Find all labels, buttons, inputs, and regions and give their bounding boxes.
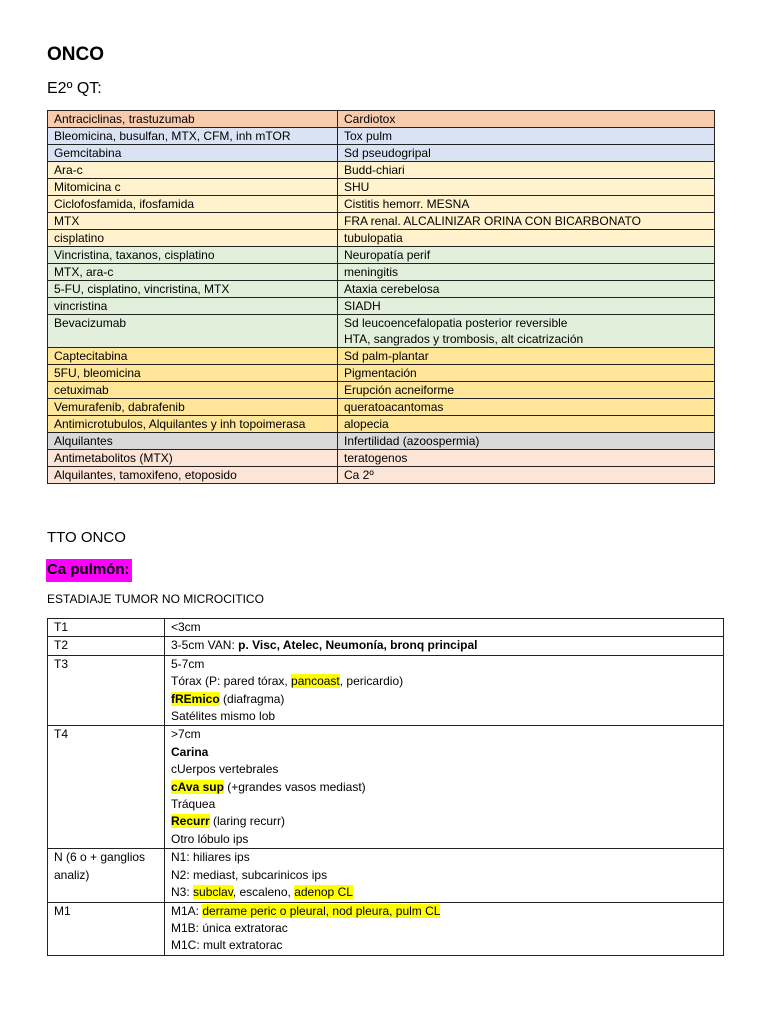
section-heading-tto: TTO ONCO [47,529,126,546]
description-line [171,867,717,884]
highlighted-text: Recurr [171,814,210,829]
effect-cell [338,196,715,213]
stage-description-cell [165,655,724,726]
drug-cell: MTX, ara-c [48,264,338,281]
stage-cell: M1 [48,902,165,955]
effect-cell [338,145,715,162]
effect-cell [338,382,715,399]
table-row [48,450,715,467]
text-segment: M1B: única extratorac [171,920,288,935]
table-row [48,281,715,298]
effect-cell [338,467,715,484]
text-segment: Carina [171,744,209,759]
description-line [171,673,717,690]
effect-line: Sd leucoencefalopatia posterior reversible [344,316,568,330]
effect-cell [338,450,715,467]
text-segment: N1: hiliares ips [171,850,250,865]
effect-cell [338,433,715,450]
stage-description-cell [165,726,724,849]
table-row [48,902,724,955]
stage-cell: T3 [48,655,165,726]
effect-cell [338,162,715,179]
drug-cell: vincristina [48,298,338,315]
text-segment: (+grandes vasos mediast) [223,779,366,794]
stage-cell: N (6 o + ganglios analiz) [48,849,165,902]
drug-cell: Alquilantes [48,433,338,450]
text-segment: p. Visc, Atelec, Neumonía, bronq principal [238,638,478,653]
text-segment: N3: [171,885,194,900]
highlighted-text: adenop CL [294,885,353,900]
table-row [48,619,724,637]
description-line [171,726,717,743]
highlighted-text: pancoast [291,674,340,689]
description-line [171,937,717,954]
table-row [48,655,724,726]
text-segment: >7cm [171,727,201,742]
effect-line: Infertilidad (azoospermia) [344,434,480,448]
table-row [48,162,715,179]
effect-line: Sd palm-plantar [344,349,429,363]
effect-line: SHU [344,180,370,194]
drug-cell: Antraciclinas, trastuzumab [48,111,338,128]
stage-description-cell [165,849,724,902]
highlighted-text: subclav [193,885,233,900]
table-row [48,467,715,484]
drug-cell: Vincristina, taxanos, cisplatino [48,247,338,264]
table-row [48,111,715,128]
effect-line: HTA, sangrados y trombosis, alt cicatrización [344,332,584,346]
drug-cell: Bleomicina, busulfan, MTX, CFM, inh mTOR [48,128,338,145]
text-segment: N2: mediast, subcarinicos ips [171,867,328,882]
table-row [48,399,715,416]
table-row [48,230,715,247]
table-row [48,637,724,655]
effect-line: alopecia [344,417,389,431]
text-segment: M1A: [171,903,203,918]
text-segment: Otro lóbulo ips [171,831,249,846]
drug-cell: 5FU, bleomicina [48,365,338,382]
description-line [171,708,717,725]
effect-cell [338,264,715,281]
effect-line: Pigmentación [344,366,417,380]
table-row [48,433,715,450]
effect-line: tubulopatia [344,231,403,245]
stage-cell: T1 [48,619,165,637]
description-line [171,831,717,848]
effect-cell [338,348,715,365]
description-line [171,637,717,654]
text-segment: (diafragma) [219,691,285,706]
effect-line: Neuropatía perif [344,248,431,262]
effect-line: Sd pseudogripal [344,146,431,160]
stage-description-cell [165,902,724,955]
text-segment: Tórax (P: pared tórax, [171,674,292,689]
section-heading-lung-cancer: Ca pulmón: [46,559,132,582]
text-segment: 5-7cm [171,656,205,671]
drug-cell: cetuximab [48,382,338,399]
drug-cell: Bevacizumab [48,315,338,348]
table-row [48,128,715,145]
effect-cell [338,416,715,433]
description-line [171,903,717,920]
text-segment: <3cm [171,620,201,634]
drug-cell: Vemurafenib, dabrafenib [48,399,338,416]
effect-cell [338,128,715,145]
effect-cell [338,247,715,264]
effect-line: teratogenos [344,451,408,465]
effect-line: meningitis [344,265,399,279]
table-row [48,382,715,399]
effect-line: Ca 2º [344,468,374,482]
effect-cell [338,315,715,348]
drug-cell: Captecitabina [48,348,338,365]
text-segment: cUerpos vertebrales [171,762,279,777]
table-row [48,145,715,162]
text-segment: M1C: mult extratorac [171,938,283,953]
drug-cell: Mitomicina c [48,179,338,196]
effect-cell [338,298,715,315]
drug-cell: MTX [48,213,338,230]
effect-line: Tox pulm [344,129,393,143]
effect-line: queratoacantomas [344,400,444,414]
staging-table [47,618,724,956]
effect-cell [338,399,715,416]
effect-line: Budd-chiari [344,163,405,177]
description-line [171,920,717,937]
drug-cell: Ara-c [48,162,338,179]
stage-cell: T2 [48,637,165,655]
stage-cell: T4 [48,726,165,849]
highlighted-text: derrame peric o pleural, nod pleura, pulm CL [202,903,441,918]
description-line [171,656,717,673]
table-row [48,315,715,348]
highlighted-text: fREmico [171,691,220,706]
section-heading-staging: ESTADIAJE TUMOR NO MICROCITICO [47,592,264,606]
effect-cell [338,281,715,298]
effect-line: Erupción acneiforme [344,383,455,397]
text-segment: (laring recurr) [209,814,286,829]
description-line [171,796,717,813]
description-line [171,779,717,796]
drug-cell: Ciclofosfamida, ifosfamida [48,196,338,213]
effect-line: Ataxia cerebelosa [344,282,440,296]
text-segment: 3-5cm VAN: [171,638,239,653]
drug-cell: Antimicrotubulos, Alquilantes y inh topoimerasa [48,416,338,433]
effect-cell [338,213,715,230]
effect-cell [338,179,715,196]
description-line [171,744,717,761]
stage-description-cell [165,637,724,655]
drug-cell: Antimetabolitos (MTX) [48,450,338,467]
chemo-side-effects-table [47,110,715,484]
text-segment: Tráquea [171,797,216,812]
description-line [171,691,717,708]
table-row [48,726,724,849]
effect-line: Cardiotox [344,112,396,126]
effect-cell [338,365,715,382]
stage-description-cell [165,619,724,637]
drug-cell: Gemcitabina [48,145,338,162]
table-row [48,179,715,196]
table-row [48,849,724,902]
effect-line: Cistitis hemorr. MESNA [344,197,470,211]
table-row [48,196,715,213]
page-title: ONCO [47,44,104,65]
section-heading-qt: E2º QT: [47,80,102,97]
drug-cell: Alquilantes, tamoxifeno, etoposido [48,467,338,484]
description-line [171,849,717,866]
text-segment: , pericardio) [339,674,404,689]
text-segment: Satélites mismo lob [171,709,276,724]
text-segment: , escaleno, [232,885,295,900]
table-row [48,298,715,315]
effect-cell [338,111,715,128]
table-row [48,213,715,230]
effect-line: FRA renal. ALCALINIZAR ORINA CON BICARBONATO [344,214,641,228]
description-line [171,884,717,901]
description-line [171,761,717,778]
effect-line: SIADH [344,299,381,313]
highlighted-text: cAva sup [171,779,224,794]
table-row [48,348,715,365]
table-row [48,264,715,281]
table-row [48,247,715,264]
description-line [171,619,717,636]
table-row [48,416,715,433]
drug-cell: 5-FU, cisplatino, vincristina, MTX [48,281,338,298]
table-row [48,365,715,382]
drug-cell: cisplatino [48,230,338,247]
description-line [171,813,717,830]
effect-cell [338,230,715,247]
